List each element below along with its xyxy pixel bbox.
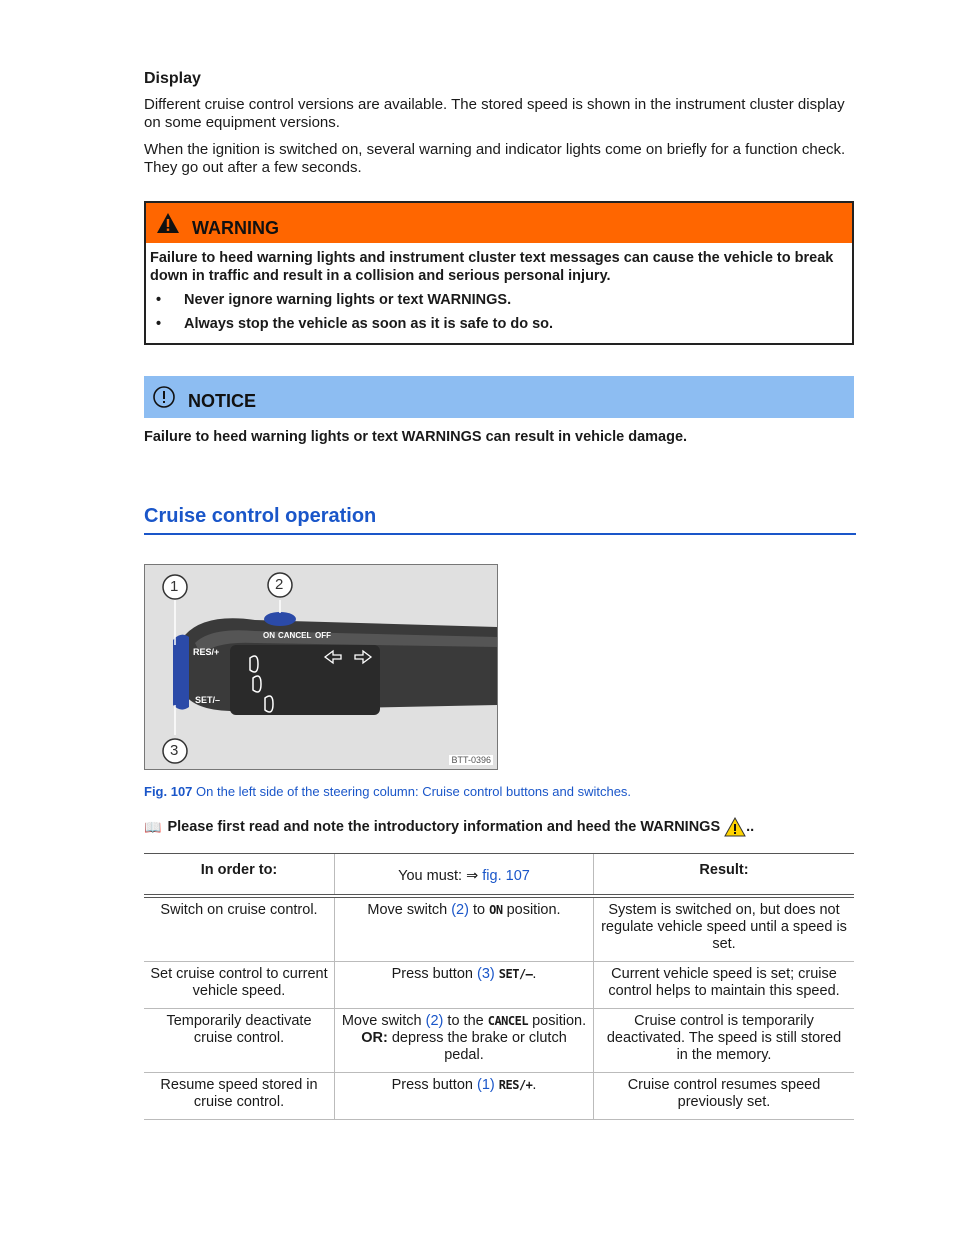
table-row [144,1009,854,1073]
cell-instruction: Press button (1) RES/+. [335,1073,594,1120]
bullet-icon: • [156,292,162,308]
switch-label-off: OFF [315,631,331,640]
fig-reference-link[interactable]: fig. 107 [482,868,530,884]
display-paragraph-1: Different cruise control versions are available. The stored speed is shown in the instrument cluster display on some equipment versions. [144,96,845,131]
warning-header [146,203,852,243]
switch-label-on: ON [263,631,275,640]
warning-bullet: • Never ignore warning lights or text WARNINGS. [150,291,844,309]
notice-title: NOTICE [188,390,257,411]
warning-title: WARNING [192,217,279,238]
cell-instruction: Move switch (2) to ON position. [335,896,594,962]
warning-lead: Failure to heed warning lights and instrument cluster text messages can cause the vehicle to break down in traffic and result in a collision and serious personal injury. [150,250,834,284]
header-in-order-to: In order to: [144,854,335,897]
intro-tail: .. [746,819,755,835]
notice-exclamation-icon [152,385,176,409]
header-you-must: You must: ⇒ fig. 107 [335,854,594,897]
cell-instruction: Move switch (2) to the CANCEL position. OR: depress the brake or clutch pedal. [335,1009,594,1073]
cell-result: Current vehicle speed is set; cruise control helps to maintain this speed. [594,962,855,1009]
figure-steering-lever [144,564,498,770]
intro-line [144,817,854,837]
callout-3: 3 [170,742,179,759]
cell-action: Set cruise control to current vehicle speed. [144,962,335,1009]
figure-caption-text: On the left side of the steering column: Cruise control buttons and switches. [192,784,632,799]
cell-action: Switch on cruise control. [144,896,335,962]
intro-text: Please first read and note the introductory information and heed the WARNINGS [167,819,721,835]
notice-text: Failure to heed warning lights or text WARNINGS can result in vehicle damage. [144,429,688,445]
figure-code: BTT-0396 [451,755,491,765]
cell-result: Cruise control is temporarily deactivated. The speed is still stored in the memory. [594,1009,855,1073]
warning-triangle-icon [724,817,746,837]
warning-bullet: • Always stop the vehicle as soon as it is safe to do so. [150,315,844,333]
table-row [144,962,854,1009]
switch-label-cancel: CANCEL [278,631,312,640]
header-result: Result: [594,854,855,897]
steering-lever-illustration [145,565,497,769]
operation-table [144,853,854,1120]
table-row [144,896,854,962]
section-title: Cruise control operation [144,505,856,535]
callout-1: 1 [170,578,179,595]
notice-header [144,376,854,418]
bullet-icon: • [156,316,162,332]
book-icon: 📖 [144,818,162,835]
button-label-set: SET/– [195,695,221,705]
figure-caption [144,784,854,799]
cell-action: Temporarily deactivate cruise control. [144,1009,335,1073]
cell-result: Cruise control resumes speed previously set. [594,1073,855,1120]
table-header-row [144,854,854,897]
cell-instruction: Press button (3) SET/–. [335,962,594,1009]
callout-2: 2 [275,576,284,593]
display-heading: Display [144,70,201,87]
warning-list [150,291,844,333]
display-paragraph-2: When the ignition is switched on, several warning and indicator lights come on briefly for a function check. They go out after a few seconds. [144,141,846,176]
warning-triangle-icon [156,212,180,234]
cell-action: Resume speed stored in cruise control. [144,1073,335,1120]
warning-box [144,201,854,345]
cell-result: System is switched on, but does not regulate vehicle speed until a speed is set. [594,896,855,962]
manual-page [144,70,854,1120]
table-row [144,1073,854,1120]
warning-body [146,243,852,343]
figure-caption-number: Fig. 107 [144,784,193,799]
button-label-res: RES/+ [193,647,220,657]
